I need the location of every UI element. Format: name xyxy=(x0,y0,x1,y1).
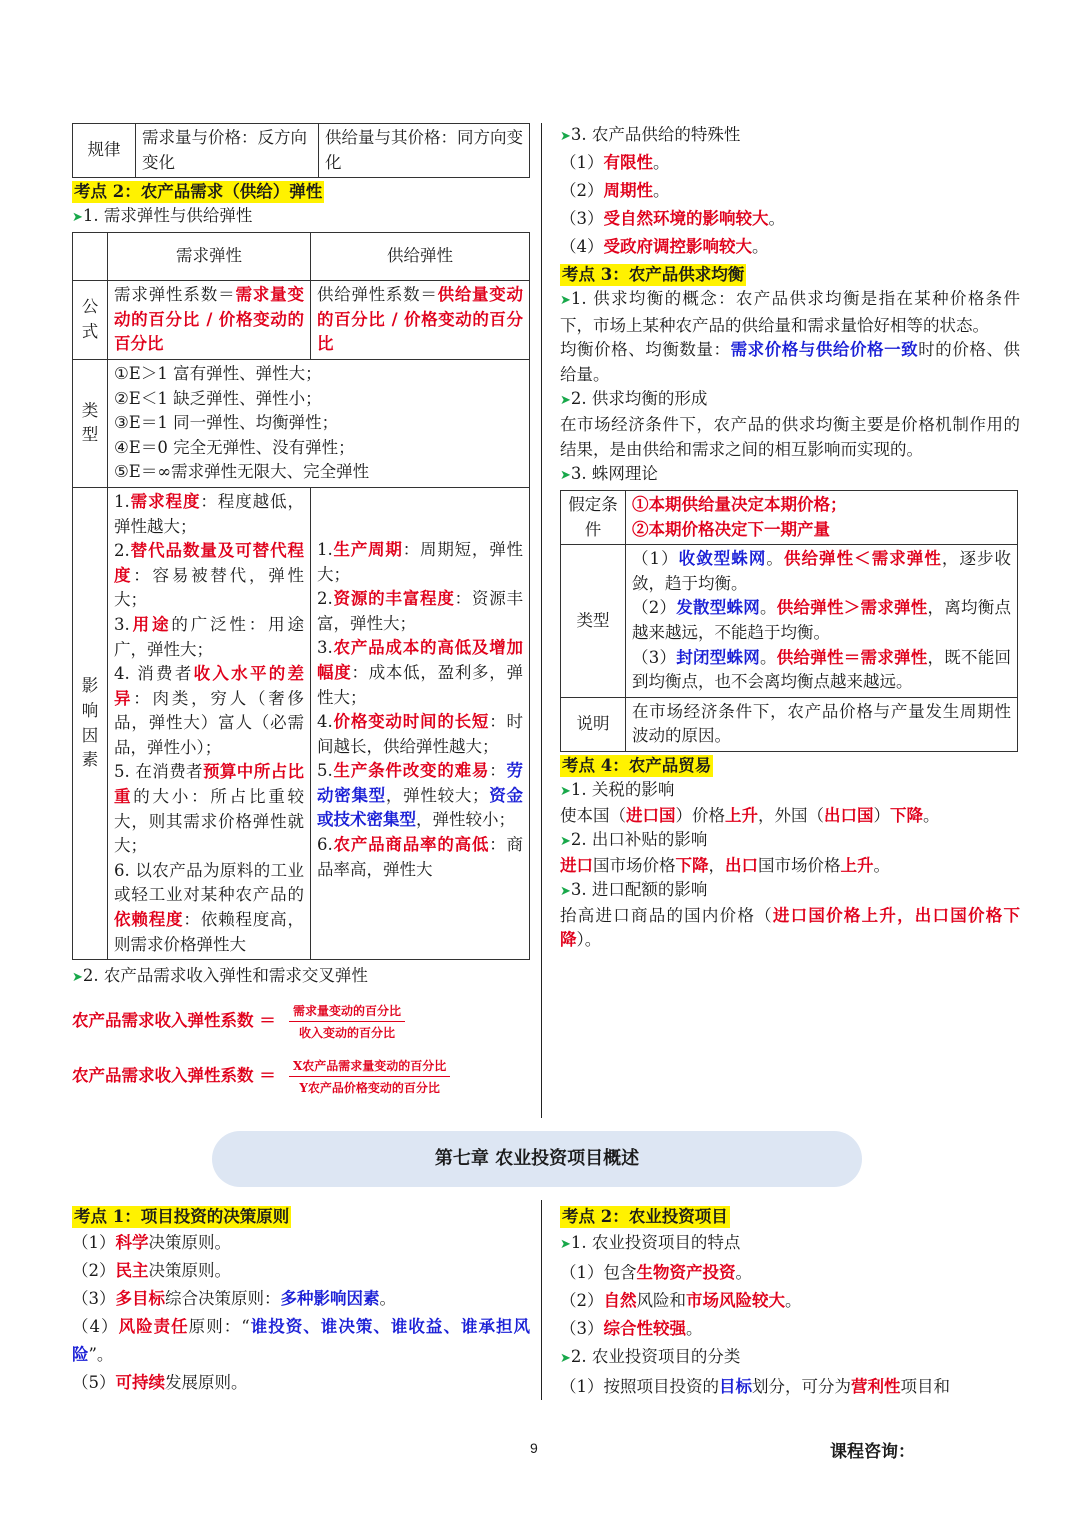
column-divider-bottom xyxy=(541,1200,542,1400)
cobweb-table xyxy=(560,490,1018,752)
kp2b-title: 考点 2：农业投资项目 xyxy=(562,1207,728,1226)
formula-label: 公式 xyxy=(73,281,108,360)
equilibrium-price: 均衡价格、均衡数量：需求价格与供给价格一致时的价格、供给量。 xyxy=(560,340,1021,384)
note-label: 说明 xyxy=(561,697,626,751)
cobweb-title: ➤3. 蛛网理论 xyxy=(560,464,658,483)
formula-supply: 供给弹性系数＝供给量变动的百分比 / 价格变动的百分比 xyxy=(311,281,530,360)
column-divider xyxy=(541,123,542,1118)
type-label: 类型 xyxy=(73,359,108,487)
arrow-icon: ➤ xyxy=(560,393,571,408)
formula-demand: 需求弹性系数＝需求量变动的百分比 / 价格变动的百分比 xyxy=(108,281,311,360)
supply-special: ➤3. 农产品供给的特殊性 xyxy=(560,125,741,144)
corner-cell xyxy=(73,233,108,281)
kp4-title: 考点 4：农产品贸易 xyxy=(562,755,712,775)
equilibrium-concept: ➤1. 供求均衡的概念：农产品供求均衡是指在某种价格条件下，市场上某种农产品的供给量和需求量恰好相等的状态。 xyxy=(560,289,1020,335)
formula-income: 农产品需求收入弹性系数 ＝ $\frac{\text{需求量变动的百分比}}{\text{收入变动的百分比}}$ xyxy=(72,1002,530,1041)
note-cell: 在市场经济条件下，农产品价格与产量发生周期性波动的原因。 xyxy=(626,697,1018,751)
cond-cell: ①本期供给量决定本期价格； ②本期价格决定下一期产量 xyxy=(626,491,1018,545)
subsidy-title: ➤2. 出口补贴的影响 xyxy=(560,829,708,849)
arrow-icon: ➤ xyxy=(72,210,83,226)
types-cell: ①E＞1 富有弹性、弹性大； ②E＜1 缺乏弹性、弹性小； ③E＝1 同一弹性、均衡弹性； ④E＝0 完全无弹性、没有弹性； ⑤E＝∞需求弹性无限大、完全弹性 xyxy=(108,359,530,487)
course-consult: 课程咨询： xyxy=(830,1442,915,1462)
tariff-title: ➤1. 关税的影响 xyxy=(560,779,675,799)
arrow-icon: ➤ xyxy=(560,833,571,849)
kp1-title: 考点 1：项目投资的决策原则 xyxy=(74,1207,290,1226)
bottom-right: 考点 2：农业投资项目 ➤1. 农业投资项目的特点 （1）包含生物资产投资。 （2）自然风险和市场风险较大。 （3）综合性较强。 ➤2. 农业投资项目的分类 （1）按照项目投资的目标划分，可分为营利性项目和 xyxy=(560,1207,950,1396)
rule-table xyxy=(72,123,530,178)
arrow-icon: ➤ xyxy=(560,468,571,483)
header-demand: 需求弹性 xyxy=(108,233,311,281)
kp2-title: 考点 2：农产品需求（供给）弹性 xyxy=(74,182,323,202)
bottom-left: 考点 1：项目投资的决策原则 （1）科学决策原则。 （2）民主决策原则。 （3）多目标综合决策原则：多种影响因素。 （4）风险责任原则：“谁投资、谁决策、谁收益、谁承担风险”。 （5）可持续发展原则。 xyxy=(72,1207,531,1392)
quota-title: ➤3. 进口配额的影响 xyxy=(560,879,708,899)
arrow-icon: ➤ xyxy=(72,970,83,986)
equilibrium-form: ➤2. 供求均衡的形成 xyxy=(560,389,708,408)
arrow-icon: ➤ xyxy=(560,129,571,144)
kp2-sub1: ➤1. 需求弹性与供给弹性 xyxy=(72,206,253,226)
arrow-icon: ➤ xyxy=(560,293,571,308)
factor-label: 影响因素 xyxy=(73,487,108,959)
arrow-icon: ➤ xyxy=(560,783,571,799)
rule-supply: 供给量与其价格：同方向变化 xyxy=(319,124,530,178)
subsidy-desc: 进口国市场价格下降，出口国市场价格上升。 xyxy=(560,855,890,875)
arrow-icon: ➤ xyxy=(560,1351,571,1366)
page-number: 9 xyxy=(530,1440,538,1456)
header-supply: 供给弹性 xyxy=(311,233,530,281)
elasticity-table xyxy=(72,232,530,960)
chapter-banner: 第七章 农业投资项目概述 xyxy=(212,1131,862,1187)
cond-label: 假定条件 xyxy=(561,491,626,545)
left-column xyxy=(72,123,530,1096)
tariff-desc: 使本国（进口国）价格上升，外国（出口国）下降。 xyxy=(560,805,940,825)
quota-desc: 抬高进口商品的国内价格（进口国价格上升，出口国价格下降）。 xyxy=(560,905,1021,950)
supply-factors: 1.生产周期：周期短，弹性大； 2.资源的丰富程度：资源丰富，弹性大； 3.农产品成本的高低及增加幅度：成本低，盈利多，弹性大； 4.价格变动时间的长短：时间越长，供给弹性越大； 5.生产条件改变的难易：劳动密集型，弹性较大；资金或技术密集型，弹性较小； 6.农产品商品率的高低：商品率高，弹性大 xyxy=(311,487,530,959)
kp2-sub2: ➤2. 农产品需求收入弹性和需求交叉弹性 xyxy=(72,966,368,986)
kp3-title: 考点 3：农产品供求均衡 xyxy=(562,265,745,284)
equilibrium-desc: 在市场经济条件下，农产品的供求均衡主要是价格机制作用的结果，是由供给和需求之间的相互影响而实现的。 xyxy=(560,415,1020,459)
arrow-icon: ➤ xyxy=(560,883,571,899)
right-column: ➤3. 农产品供给的特殊性 （1）有限性。 （2）周期性。 （3）受自然环境的影响较大。 （4）受政府调控影响较大。 考点 3：农产品供求均衡 ➤1. 供求均衡的概念：农产品供求均衡是指在某种价格条件下，市场上某种农产品的供给量和需求量恰好相等的状态。 均衡价格、均衡数量：需求价格与供给价格一致时的价格、供给量。 ➤2. 供求均衡的形成 在市场经济条件下，农产品的供求均衡主要是价格机制作用的结果，是由供给和需求之间的相互影响而实现的。 ➤3. 蛛网理论 假定条件 ①本期供给量决定本期价格； ②本期价格决定下一期产量 类型 （1）收敛型蛛网。供给弹性＜需求弹性，逐步收敛，趋于均衡。 （2）发散型蛛网。供给弹性＞需求弹性，离均衡点越来越远，不能趋于均衡。 （3）封闭型蛛网。供给弹性＝需求弹性，既不能回到均衡点，也不会离均衡点越来越远。 说明 在市场经济条件下，农产品价格与产量发生周期性波动的原因。 考点 4：农产品贸易 ➤1. 关税的影响 使本国（进口国）价格上升，外国（出口国）下降。 ➤2. 出口补贴的影响 进口国市场价格下降，出口国市场价格上升。 ➤3. 进口配额的影响 抬高进口商品的国内价格（进口国价格上升，出口国价格下降）。 xyxy=(560,123,1020,953)
arrow-icon: ➤ xyxy=(560,1237,571,1252)
rule-label: 规律 xyxy=(73,124,136,178)
demand-factors: 1.需求程度：程度越低，弹性越大； 2.替代品数量及可替代程度：容易被替代，弹性大； 3.用途的广泛性：用途广，弹性大； 4. 消费者收入水平的差异：肉类，穷人（奢侈品，弹性大）富人（必需品，弹性小）； 5. 在消费者预算中所占比重的大小：所占比重较大，则其需求价格弹性就大； 6. 以农产品为原料的工业或轻工业对某种农产品的依赖程度：依赖程度高，则需求价格弹性大 xyxy=(108,487,311,959)
rule-demand: 需求量与价格：反方向变化 xyxy=(136,124,319,178)
cobweb-type-label: 类型 xyxy=(561,545,626,698)
formula-cross: 农产品需求收入弹性系数 ＝ $\frac{\text{X农产品需求量变动的百分比}}{\text{Y农产品价格变动的百分比}}$ xyxy=(72,1057,530,1096)
cobweb-types: （1）收敛型蛛网。供给弹性＜需求弹性，逐步收敛，趋于均衡。 （2）发散型蛛网。供给弹性＞需求弹性，离均衡点越来越远，不能趋于均衡。 （3）封闭型蛛网。供给弹性＝需求弹性，既不能回到均衡点，也不会离均衡点越来越远。 xyxy=(626,545,1018,698)
